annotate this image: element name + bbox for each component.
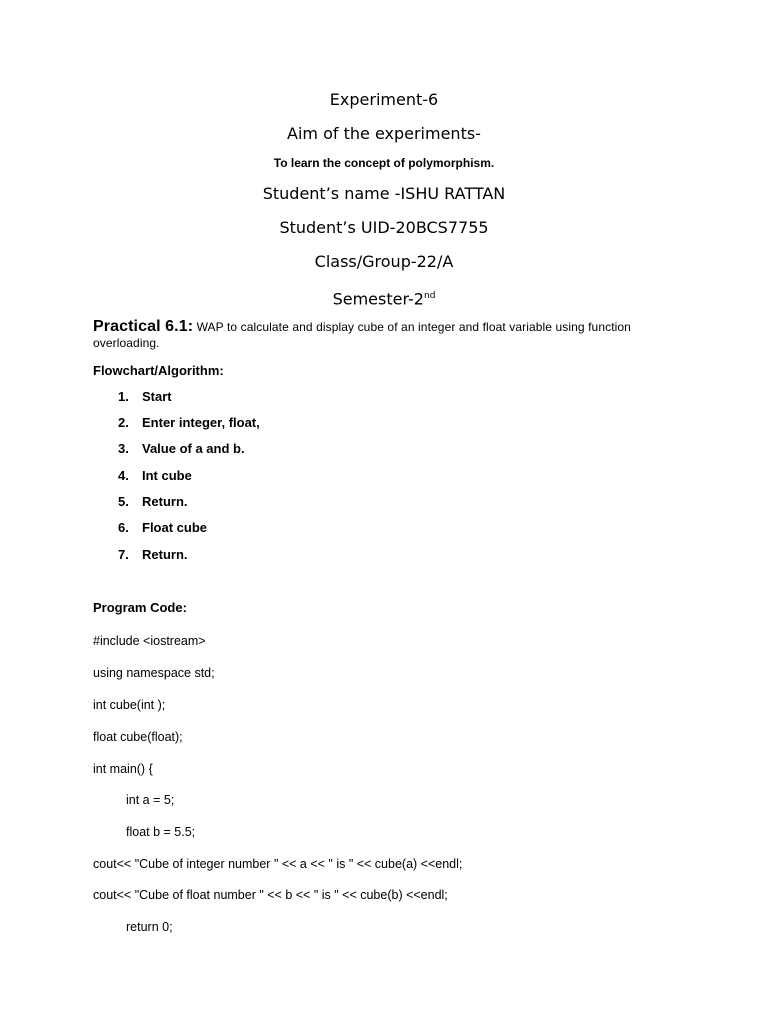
code-line: int main() { [93, 762, 153, 776]
step-text: Return. [142, 494, 188, 509]
step-text: Value of a and b. [142, 441, 245, 456]
flowchart-step [118, 547, 188, 563]
code-line: #include <iostream> [93, 634, 206, 648]
step-text: Enter integer, float, [142, 415, 260, 430]
flowchart-step [118, 494, 188, 510]
code-line: float b = 5.5; [126, 825, 196, 839]
step-text: Return. [142, 547, 188, 562]
code-line: return 0; [126, 920, 173, 934]
flowchart-step [118, 468, 192, 484]
experiment-title: Experiment-6 [329, 90, 439, 109]
step-text: Start [142, 389, 172, 404]
step-number: 5. [118, 494, 129, 509]
flowchart-step [118, 441, 245, 457]
class-group: Class/Group-22/A [314, 252, 454, 271]
step-text: Float cube [142, 520, 208, 535]
code-line: cout<< "Cube of integer number " << a << " is " << cube(a) <<endl; [93, 857, 463, 871]
step-number: 7. [118, 547, 129, 562]
step-number: 6. [118, 520, 129, 535]
semester-text: Semester-2 [332, 289, 424, 309]
code-line: float cube(float); [93, 730, 183, 744]
step-number: 4. [118, 468, 129, 483]
code-line: using namespace std; [93, 666, 215, 680]
student-name: Student’s name -ISHU RATTAN [262, 184, 506, 203]
program-heading: Program Code: [93, 600, 187, 615]
step-number: 3. [118, 441, 129, 456]
flowchart-step [118, 389, 172, 405]
student-uid: Student’s UID-20BCS7755 [279, 218, 489, 237]
practical-statement [93, 319, 693, 351]
step-text: Int cube [142, 468, 192, 483]
practical-description: WAP to calculate and display cube of an integer and float variable using function overloading. [93, 320, 631, 350]
flowchart-step [118, 415, 260, 431]
flowchart-step [118, 520, 207, 536]
aim-text: To learn the concept of polymorphism. [273, 156, 495, 170]
step-number: 2. [118, 415, 129, 430]
code-line: int cube(int ); [93, 698, 166, 712]
code-line: int a = 5; [126, 793, 175, 807]
aim-heading: Aim of the experiments- [287, 124, 481, 143]
semester-suffix: nd [423, 291, 436, 301]
practical-label: Practical 6.1: [93, 318, 194, 335]
flowchart-heading: Flowchart/Algorithm: [93, 363, 224, 378]
semester [0, 286, 768, 309]
code-line: cout<< "Cube of float number " << b << " is " << cube(b) <<endl; [93, 888, 448, 902]
step-number: 1. [118, 389, 129, 404]
